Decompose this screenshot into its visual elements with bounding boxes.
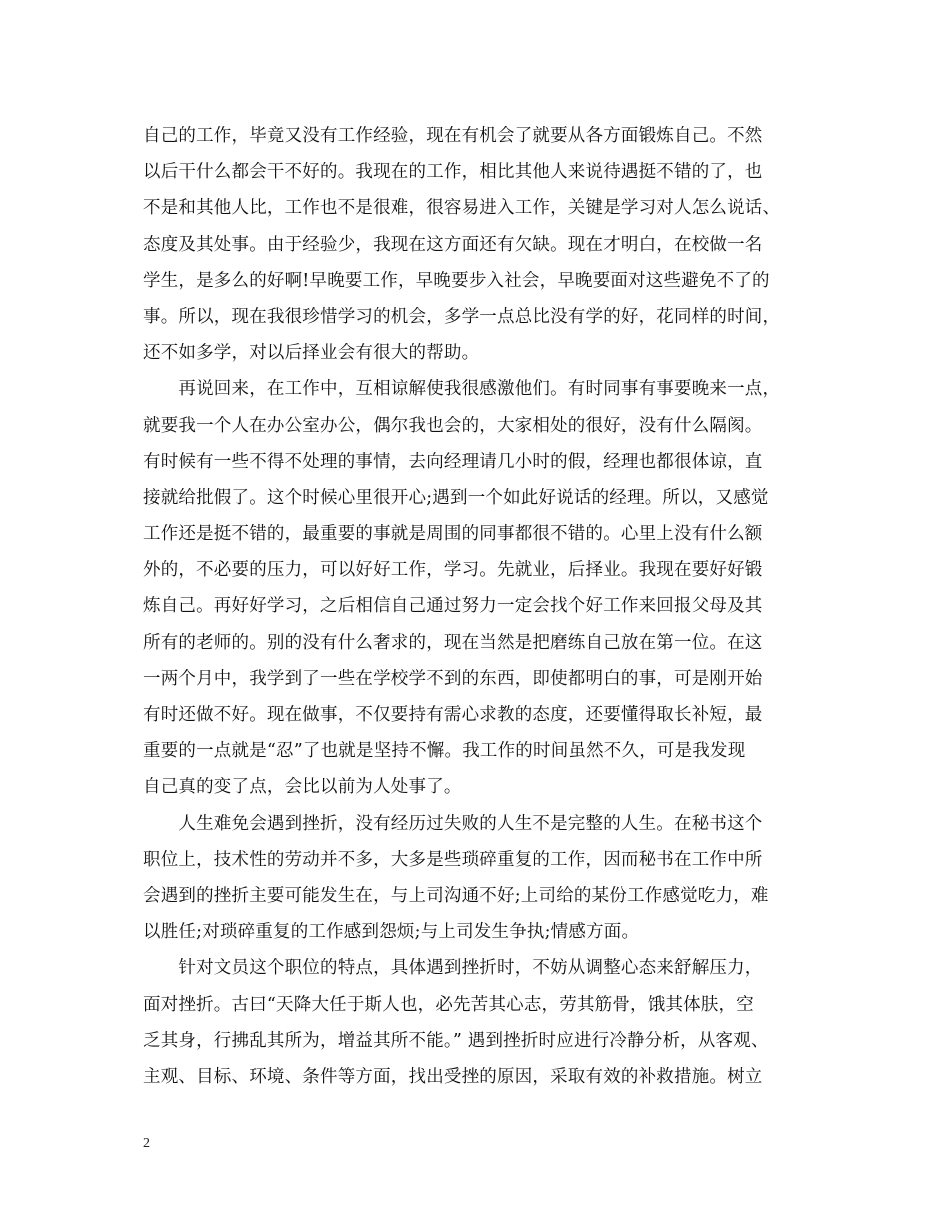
text-line: 再说回来，在工作中，互相谅解使我很感激他们。有时同事有事要晚来一点， bbox=[143, 379, 781, 400]
text-line: 重要的一点就是“忍”了也就是坚持不懈。我工作的时间虽然不久，可是我发现 bbox=[143, 741, 746, 762]
text-line: 自己的工作，毕竟又没有工作经验，现在有机会了就要从各方面锻炼自己。不然 bbox=[143, 126, 763, 146]
text-line: 一两个月中，我学到了一些在学校学不到的东西，即使都明白的事，可是刚开始 bbox=[143, 668, 763, 689]
text-line: 会遇到的挫折主要可能发生在，与上司沟通不好;上司给的某份工作感觉吃力，难 bbox=[143, 885, 769, 906]
text-line: 态度及其处事。由于经验少，我现在这方面还有欠缺。现在才明白，在校做一名 bbox=[143, 234, 763, 255]
text-line: 不是和其他人比，工作也不是很难，很容易进入工作，关键是学习对人怎么说话、 bbox=[143, 198, 781, 219]
text-line: 乏其身，行拂乱其所为，增益其所不能。” 遇到挫折时应进行冷静分析，从客观、 bbox=[143, 1030, 769, 1051]
text-line: 炼自己。再好好学习，之后相信自己通过努力一定会找个好工作来回报父母及其 bbox=[143, 596, 763, 617]
text-line: 职位上，技术性的劳动并不多，大多是些琐碎重复的工作，因而秘书在工作中所 bbox=[143, 849, 763, 870]
text-line: 所有的老师的。别的没有什么奢求的，现在当然是把磨练自己放在第一位。在这 bbox=[143, 632, 763, 653]
text-line: 以后干什么都会干不好的。我现在的工作，相比其他人来说待遇挺不错的了，也 bbox=[143, 162, 763, 183]
page-number: 2 bbox=[143, 1136, 150, 1151]
text-line: 学生，是多么的好啊!早晚要工作，早晚要步入社会，早晚要面对这些避免不了的 bbox=[143, 270, 770, 291]
text-line: 事。所以，现在我很珍惜学习的机会，多学一点总比没有学的好，花同样的时间， bbox=[143, 306, 781, 327]
text-line: 人生难免会遇到挫折，没有经历过失败的人生不是完整的人生。在秘书这个 bbox=[143, 813, 763, 834]
text-line: 接就给批假了。这个时候心里很开心;遇到一个如此好说话的经理。所以，又感觉 bbox=[143, 487, 769, 508]
text-line: 就要我一个人在办公室办公，偶尔我也会的，大家相处的很好，没有什么隔阂。 bbox=[143, 415, 763, 436]
text-line: 自己真的变了点，会比以前为人处事了。 bbox=[143, 777, 462, 798]
text-line: 以胜任;对琐碎重复的工作感到怨烦;与上司发生争执;情感方面。 bbox=[143, 922, 640, 943]
text-line: 工作还是挺不错的，最重要的事就是周围的同事都很不错的。心里上没有什么额 bbox=[143, 524, 763, 545]
body-text bbox=[143, 118, 823, 1095]
text-line: 面对挫折。古曰“天降大任于斯人也，必先苦其心志，劳其筋骨，饿其体肤，空 bbox=[143, 994, 754, 1015]
text-line: 外的，不必要的压力，可以好好工作，学习。先就业，后择业。我现在要好好锻 bbox=[143, 560, 763, 581]
text-line: 主观、目标、环境、条件等方面，找出受挫的原因，采取有效的补救措施。树立 bbox=[143, 1066, 763, 1087]
text-line: 还不如多学，对以后择业会有很大的帮助。 bbox=[143, 343, 480, 364]
text-line: 有时还做不好。现在做事，不仅要持有需心求教的态度，还要懂得取长补短，最 bbox=[143, 705, 763, 725]
text-line: 有时候有一些不得不处理的事情，去向经理请几小时的假，经理也都很体谅，直 bbox=[143, 451, 763, 472]
text-line: 针对文员这个职位的特点，具体遇到挫折时，不妨从调整心态来舒解压力， bbox=[143, 958, 763, 979]
